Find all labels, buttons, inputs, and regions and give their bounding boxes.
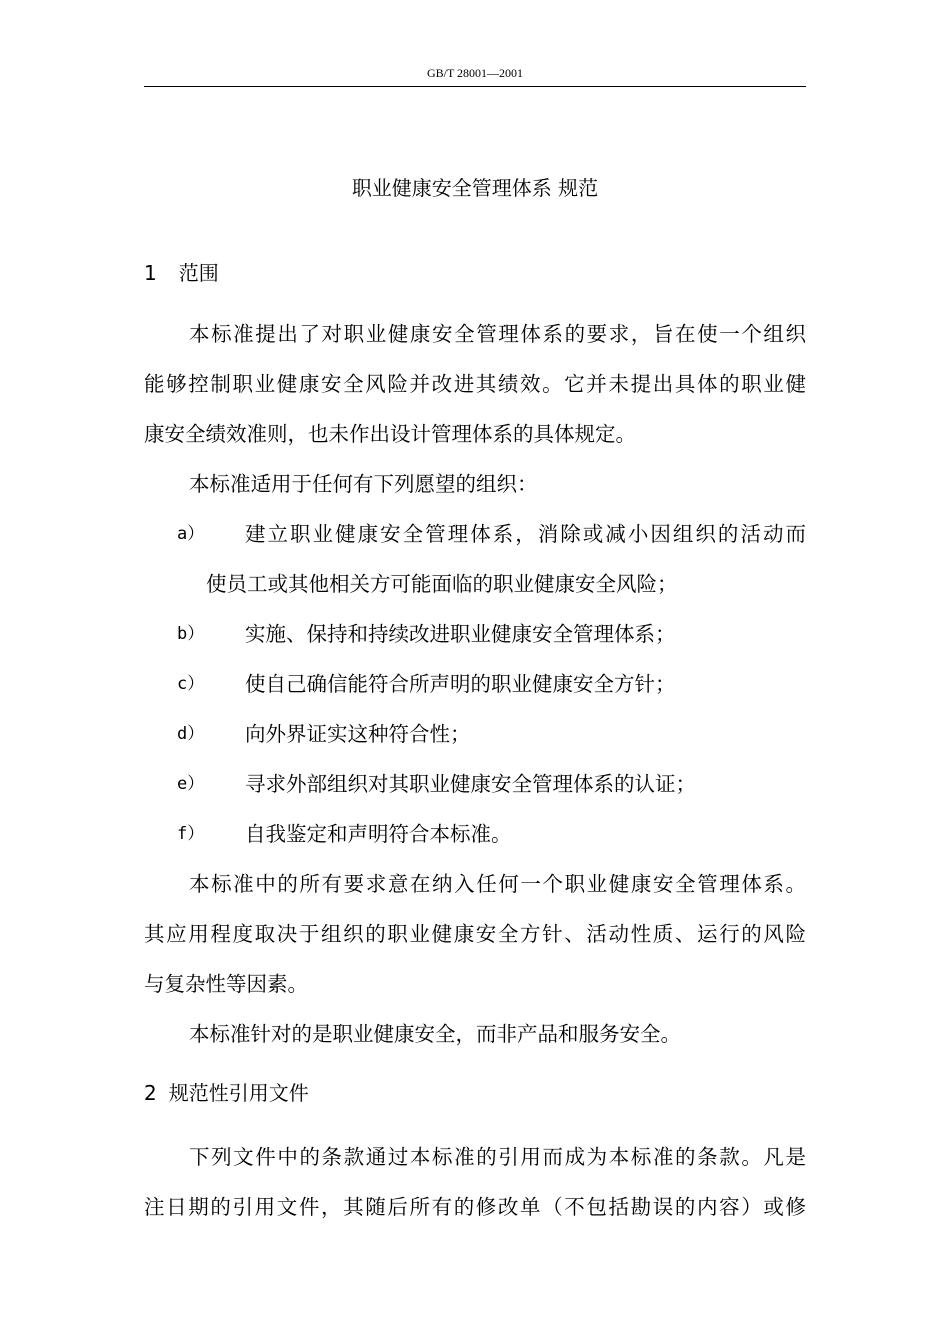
- section-1-para-2: 本标准适用于任何有下列愿望的组织：: [189, 472, 538, 496]
- section-1-heading: [144, 260, 219, 286]
- list-marker-f: f）: [177, 824, 205, 844]
- section-1-para-3-line-3: 与复杂性等因素。: [144, 972, 308, 996]
- header-divider: [144, 86, 806, 87]
- list-item-e: 寻求外部组织对其职业健康安全管理体系的认证；: [245, 772, 696, 796]
- section-1-title: 范围: [178, 261, 219, 285]
- list-marker-a: a）: [177, 524, 205, 544]
- section-2-para-1-line-2: 注日期的引用文件，其随后所有的修改单（不包括勘误的内容）或修: [144, 1195, 806, 1219]
- section-1-para-3-line-2: 其应用程度取决于组织的职业健康安全方针、活动性质、运行的风险: [144, 922, 806, 946]
- section-2-title: 规范性引用文件: [168, 1081, 309, 1105]
- list-marker-b: b）: [177, 624, 205, 644]
- list-item-d: 向外界证实这种符合性；: [245, 722, 471, 746]
- list-marker-c: c）: [177, 674, 205, 694]
- section-1-para-1-line-2: 能够控制职业健康安全风险并改进其绩效。它并未提出具体的职业健: [144, 372, 806, 396]
- section-2-para-1-line-1: 下列文件中的条款通过本标准的引用而成为本标准的条款。凡是: [189, 1145, 806, 1169]
- list-marker-d: d）: [177, 724, 205, 744]
- section-1-para-1-line-3: 康安全绩效准则，也未作出设计管理体系的具体规定。: [144, 422, 636, 446]
- list-marker-e: e）: [177, 774, 205, 794]
- section-1-para-1-line-1: 本标准提出了对职业健康安全管理体系的要求，旨在使一个组织: [189, 322, 806, 346]
- list-item-a-line-1: 建立职业健康安全管理体系，消除或减小因组织的活动而: [245, 522, 806, 546]
- section-2-heading: [144, 1080, 309, 1106]
- page-header-code: GB/T 28001—2001: [426, 66, 524, 80]
- section-2-number: 2: [144, 1081, 157, 1105]
- list-item-a-line-2: 使员工或其他相关方可能面临的职业健康安全风险；: [206, 572, 678, 596]
- section-1-para-3-line-1: 本标准中的所有要求意在纳入任何一个职业健康安全管理体系。: [189, 872, 806, 896]
- section-1-para-4: 本标准针对的是职业健康安全，而非产品和服务安全。: [189, 1022, 681, 1046]
- document-title: 职业健康安全管理体系 规范: [351, 176, 599, 200]
- section-1-number: 1: [144, 261, 157, 285]
- list-item-c: 使自己确信能符合所声明的职业健康安全方针；: [245, 672, 676, 696]
- list-item-b: 实施、保持和持续改进职业健康安全管理体系；: [245, 622, 676, 646]
- list-item-f: 自我鉴定和声明符合本标准。: [245, 822, 512, 846]
